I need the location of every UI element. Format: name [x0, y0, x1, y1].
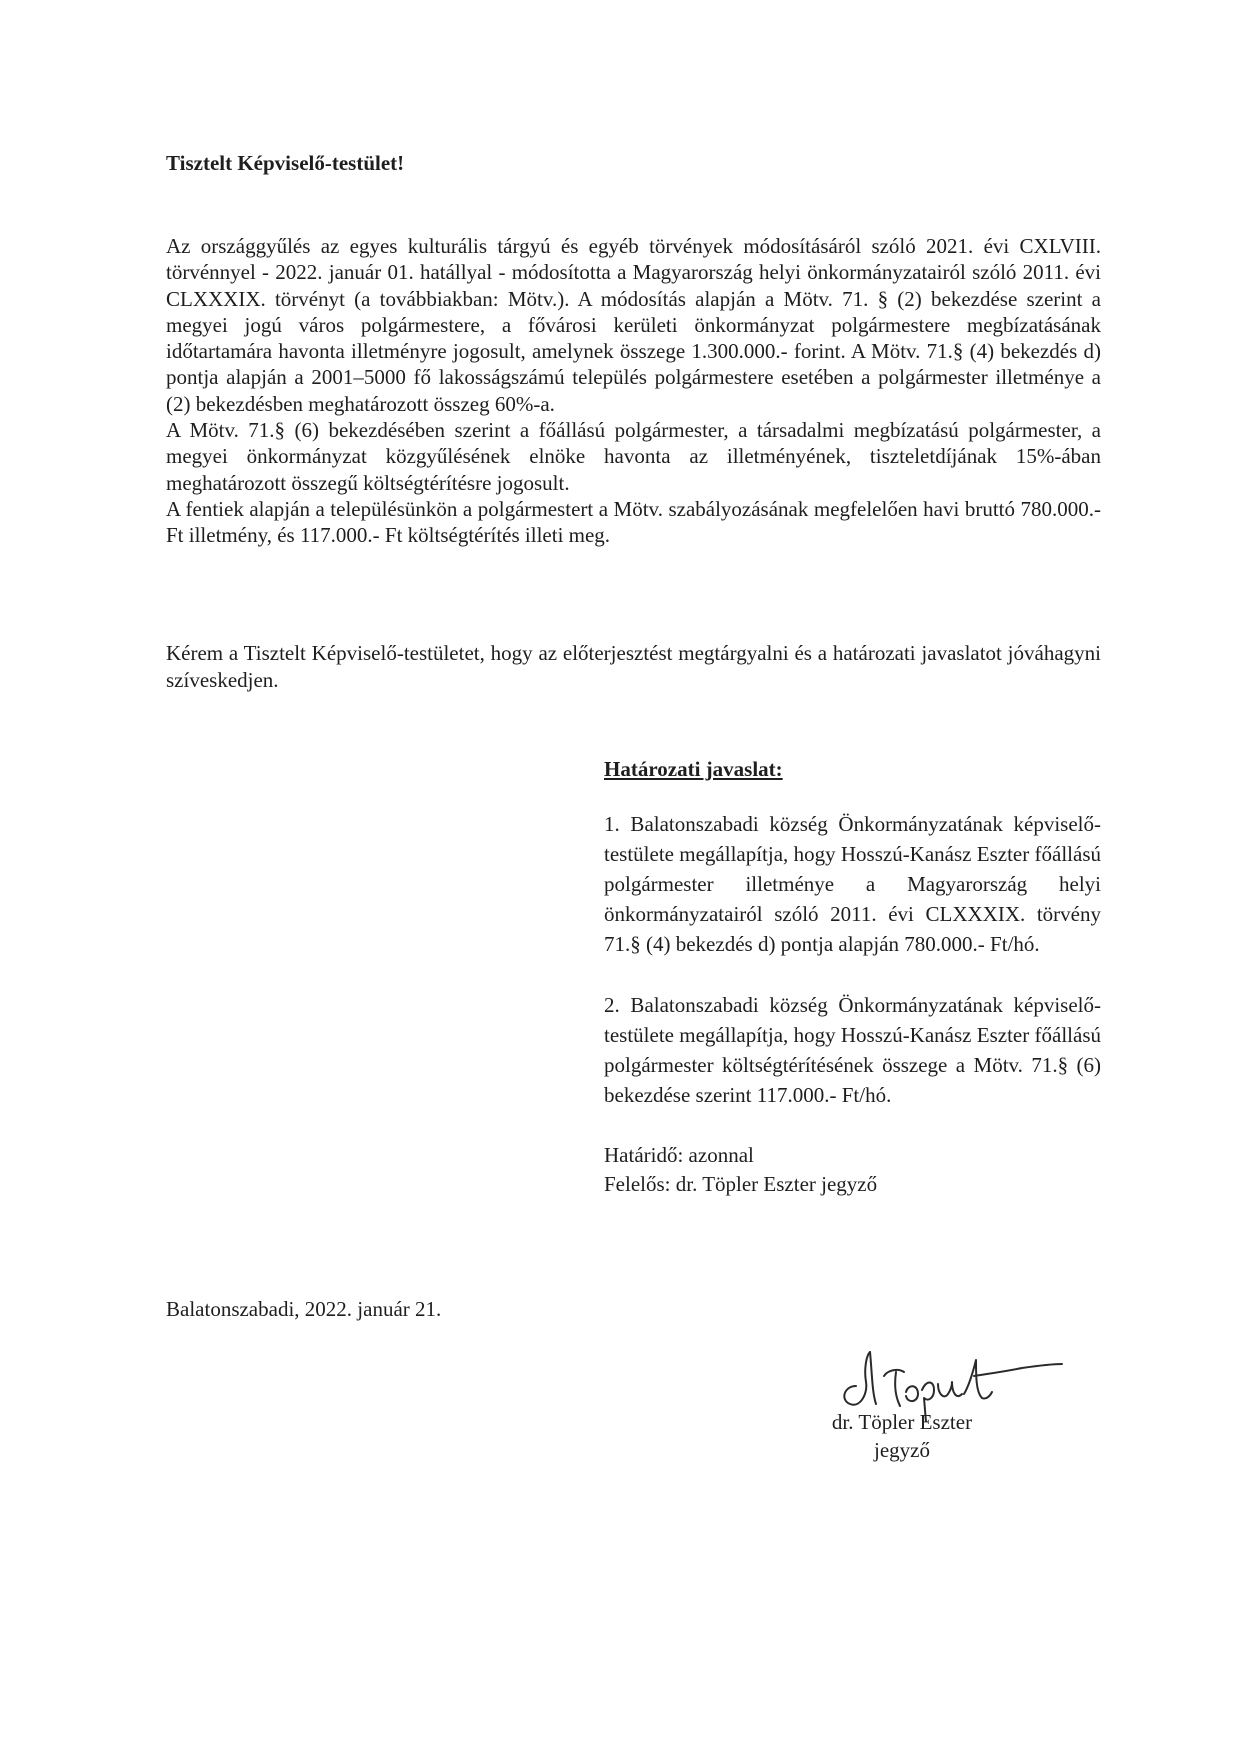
resolution-deadline: Határidő: azonnal — [604, 1143, 754, 1167]
resolution-item-2: 2. Balatonszabadi község Önkormányzatának képviselő-testülete megállapítja, hogy Hosszú-Kanász Eszter főállású polgármester költségtérítésének összege a Mötv. 71.§ (6) bekezdése szerint 117.000.- Ft/hó. — [604, 993, 1101, 1107]
body-paragraph-2: A Mötv. 71.§ (6) bekezdésében szerint a főállású polgármester, a társadalmi megbízatású polgármester, a megyei önkormányzat közgyűlésének elnöke havonta az illetményének, tiszteletdíjának 15%-ában meghatározott összegű költségtérítésre jogosult. — [166, 418, 1101, 495]
signer-name: dr. Töpler Eszter — [831, 1410, 973, 1434]
resolution-responsible: Felelős: dr. Töpler Eszter jegyző — [604, 1172, 878, 1196]
signer-block — [822, 1408, 982, 1464]
body-paragraph-1: Az országgyűlés az egyes kulturális tárgyú és egyéb törvények módosításáról szóló 2021. évi CXLVIII. törvénnyel - 2022. január 01. hatállyal - módosította a Magyarország helyi önkormányzatairól szóló 2011. évi CLXXXIX. törvényt (a továbbiakban: Mötv.). A módosítás alapján a Mötv. 71. § (2) bekezdése szerint a megyei jogú város polgármestere, a fővárosi kerületi önkormányzat polgármestere megbízatásának időtartamára havonta illetményre jogosult, amelynek összege 1.300.000.- forint. A Mötv. 71.§ (4) bekezdés d) pontja alapján a 2001–5000 fő lakosságszámú település polgármestere esetében a polgármester illetménye a (2) bekezdésben meghatározott összeg 60%-a. — [166, 234, 1101, 416]
resolution-item-1: 1. Balatonszabadi község Önkormányzatának képviselő-testülete megállapítja, hogy Hosszú-Kanász Eszter főállású polgármester illetménye a Magyarország helyi önkormányzatairól szóló 2011. évi CLXXXIX. törvény 71.§ (4) bekezdés d) pontja alapján 780.000.- Ft/hó. — [604, 812, 1101, 956]
signer-role: jegyző — [874, 1438, 930, 1462]
resolution-title: Határozati javaslat: — [604, 757, 783, 781]
place-date: Balatonszabadi, 2022. január 21. — [166, 1297, 442, 1321]
body-text — [166, 233, 1101, 549]
resolution-proposal — [604, 756, 1101, 1199]
body-paragraph-3: A fentiek alapján a településünkön a polgármestert a Mötv. szabályozásának megfelelően havi bruttó 780.000.- Ft illetmény, és 117.000.- Ft költségtérítés illeti meg. — [166, 496, 1101, 548]
request-paragraph: Kérem a Tisztelt Képviselő-testületet, hogy az előterjesztést megtárgyalni és a határozati javaslatot jóváhagyni szíveskedjen. — [166, 641, 1101, 692]
salutation: Tisztelt Képviselő-testület! — [166, 151, 405, 175]
